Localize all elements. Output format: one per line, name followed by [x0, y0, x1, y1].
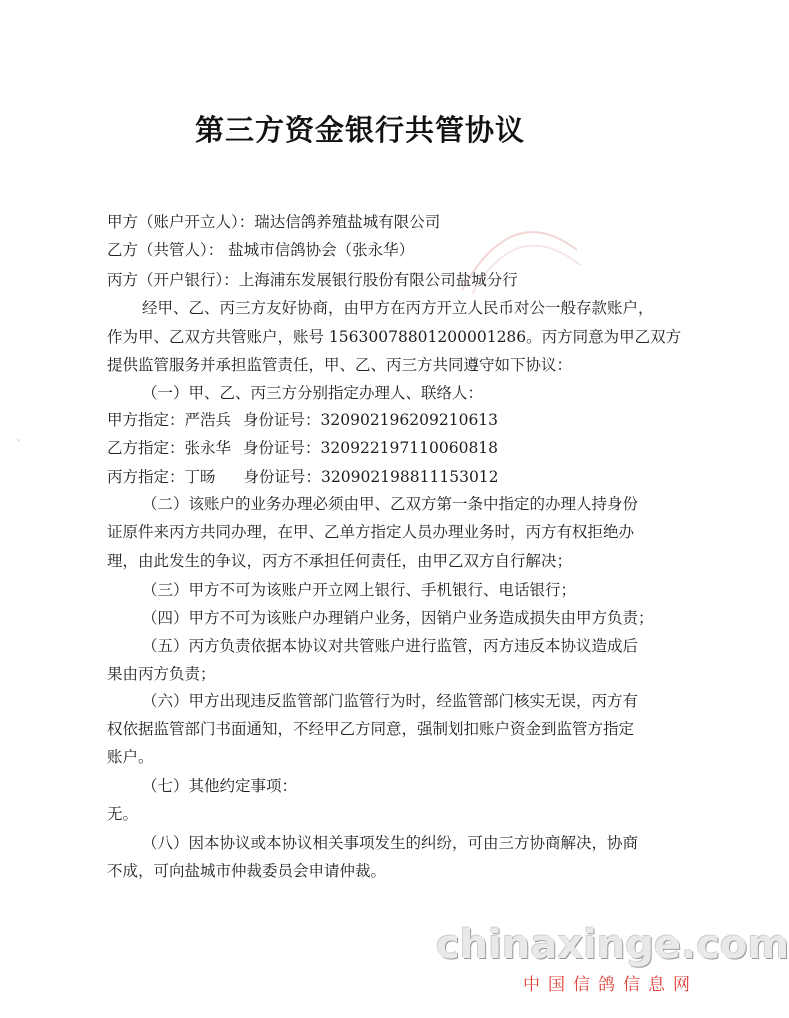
intro-line-3: 提供监管服务并承担监管责任，甲、乙、丙三方共同遵守如下协议：: [107, 356, 573, 374]
intro-line-2: 作为甲、乙双方共管账户，账号 15630078801200001286。丙方同意为甲乙双方: [107, 328, 682, 346]
contact-id: 身份证号：320902196209210613: [243, 411, 499, 429]
clause-2-line-1: （二）该账户的业务办理必须由甲、乙双方第一条中指定的办理人持身份: [142, 495, 639, 513]
clause-7-content: 无。: [107, 805, 139, 823]
clause-8-line-1: （八）因本协议或本协议相关事项发生的纠纷，可由三方协商解决，协商: [142, 834, 639, 852]
document-title: 第三方资金银行共管协议: [194, 113, 525, 147]
clause-2-line-3: 理，由此发生的争议，丙方不承担任何责任，由甲乙双方自行解决；: [107, 552, 573, 570]
watermark-domain: chinaxinge.com: [436, 922, 789, 968]
clause-5-line-1: （五）丙方负责依据本协议对共管账户进行监管，丙方违反本协议造成后: [142, 637, 639, 655]
contact-id: 身份证号：320902198811153012: [243, 468, 499, 486]
contact-row: [107, 410, 498, 430]
scan-speck: `: [16, 438, 22, 452]
contact-id: 身份证号：320922197110060818: [243, 439, 499, 457]
party-a-line: 甲方（账户开立人）：瑞达信鸽养殖盐城有限公司: [107, 213, 441, 231]
clause-7: （七）其他约定事项：: [142, 777, 298, 795]
contact-label: 乙方指定：张永华: [107, 439, 232, 457]
contact-row: [107, 467, 499, 487]
intro-line-1: 经甲、乙、丙三方友好协商，由甲方在丙方开立人民币对公一般存款账户，: [142, 299, 654, 317]
clause-5-line-2: 果由丙方负责；: [107, 665, 216, 683]
contact-row: [107, 438, 498, 458]
clause-6-line-2: 权依据监管部门书面通知，不经甲乙方同意，强制划扣账户资金到监管方指定: [107, 720, 635, 738]
contact-label: 丙方指定：丁旸: [107, 468, 216, 486]
clause-2-line-2: 证原件来丙方共同办理，在甲、乙单方指定人员办理业务时，丙方有权拒绝办: [107, 523, 635, 541]
watermark-site-name: 中国信鸽信息网: [523, 975, 698, 995]
clause-1: （一）甲、乙、丙三方分别指定办理人、联络人：: [142, 384, 484, 402]
contact-label: 甲方指定：严浩兵: [107, 411, 232, 429]
clause-6-line-1: （六）甲方出现违反监管部门监管行为时，经监管部门核实无误，丙方有: [142, 692, 639, 710]
clause-6-line-3: 账户。: [107, 748, 154, 766]
clause-8-line-2: 不成，可向盐城市仲裁委员会申请仲裁。: [107, 862, 387, 880]
clause-3: （三）甲方不可为该账户开立网上银行、手机银行、电话银行；: [142, 581, 577, 599]
party-b-line: 乙方（共管人）： 盐城市信鸽协会（张永华）: [107, 241, 415, 259]
clause-4: （四）甲方不可为该账户办理销户业务，因销户业务造成损失由甲方负责；: [142, 609, 654, 627]
party-c-line: 丙方（开户银行）：上海浦东发展银行股份有限公司盐城分行: [107, 271, 518, 289]
